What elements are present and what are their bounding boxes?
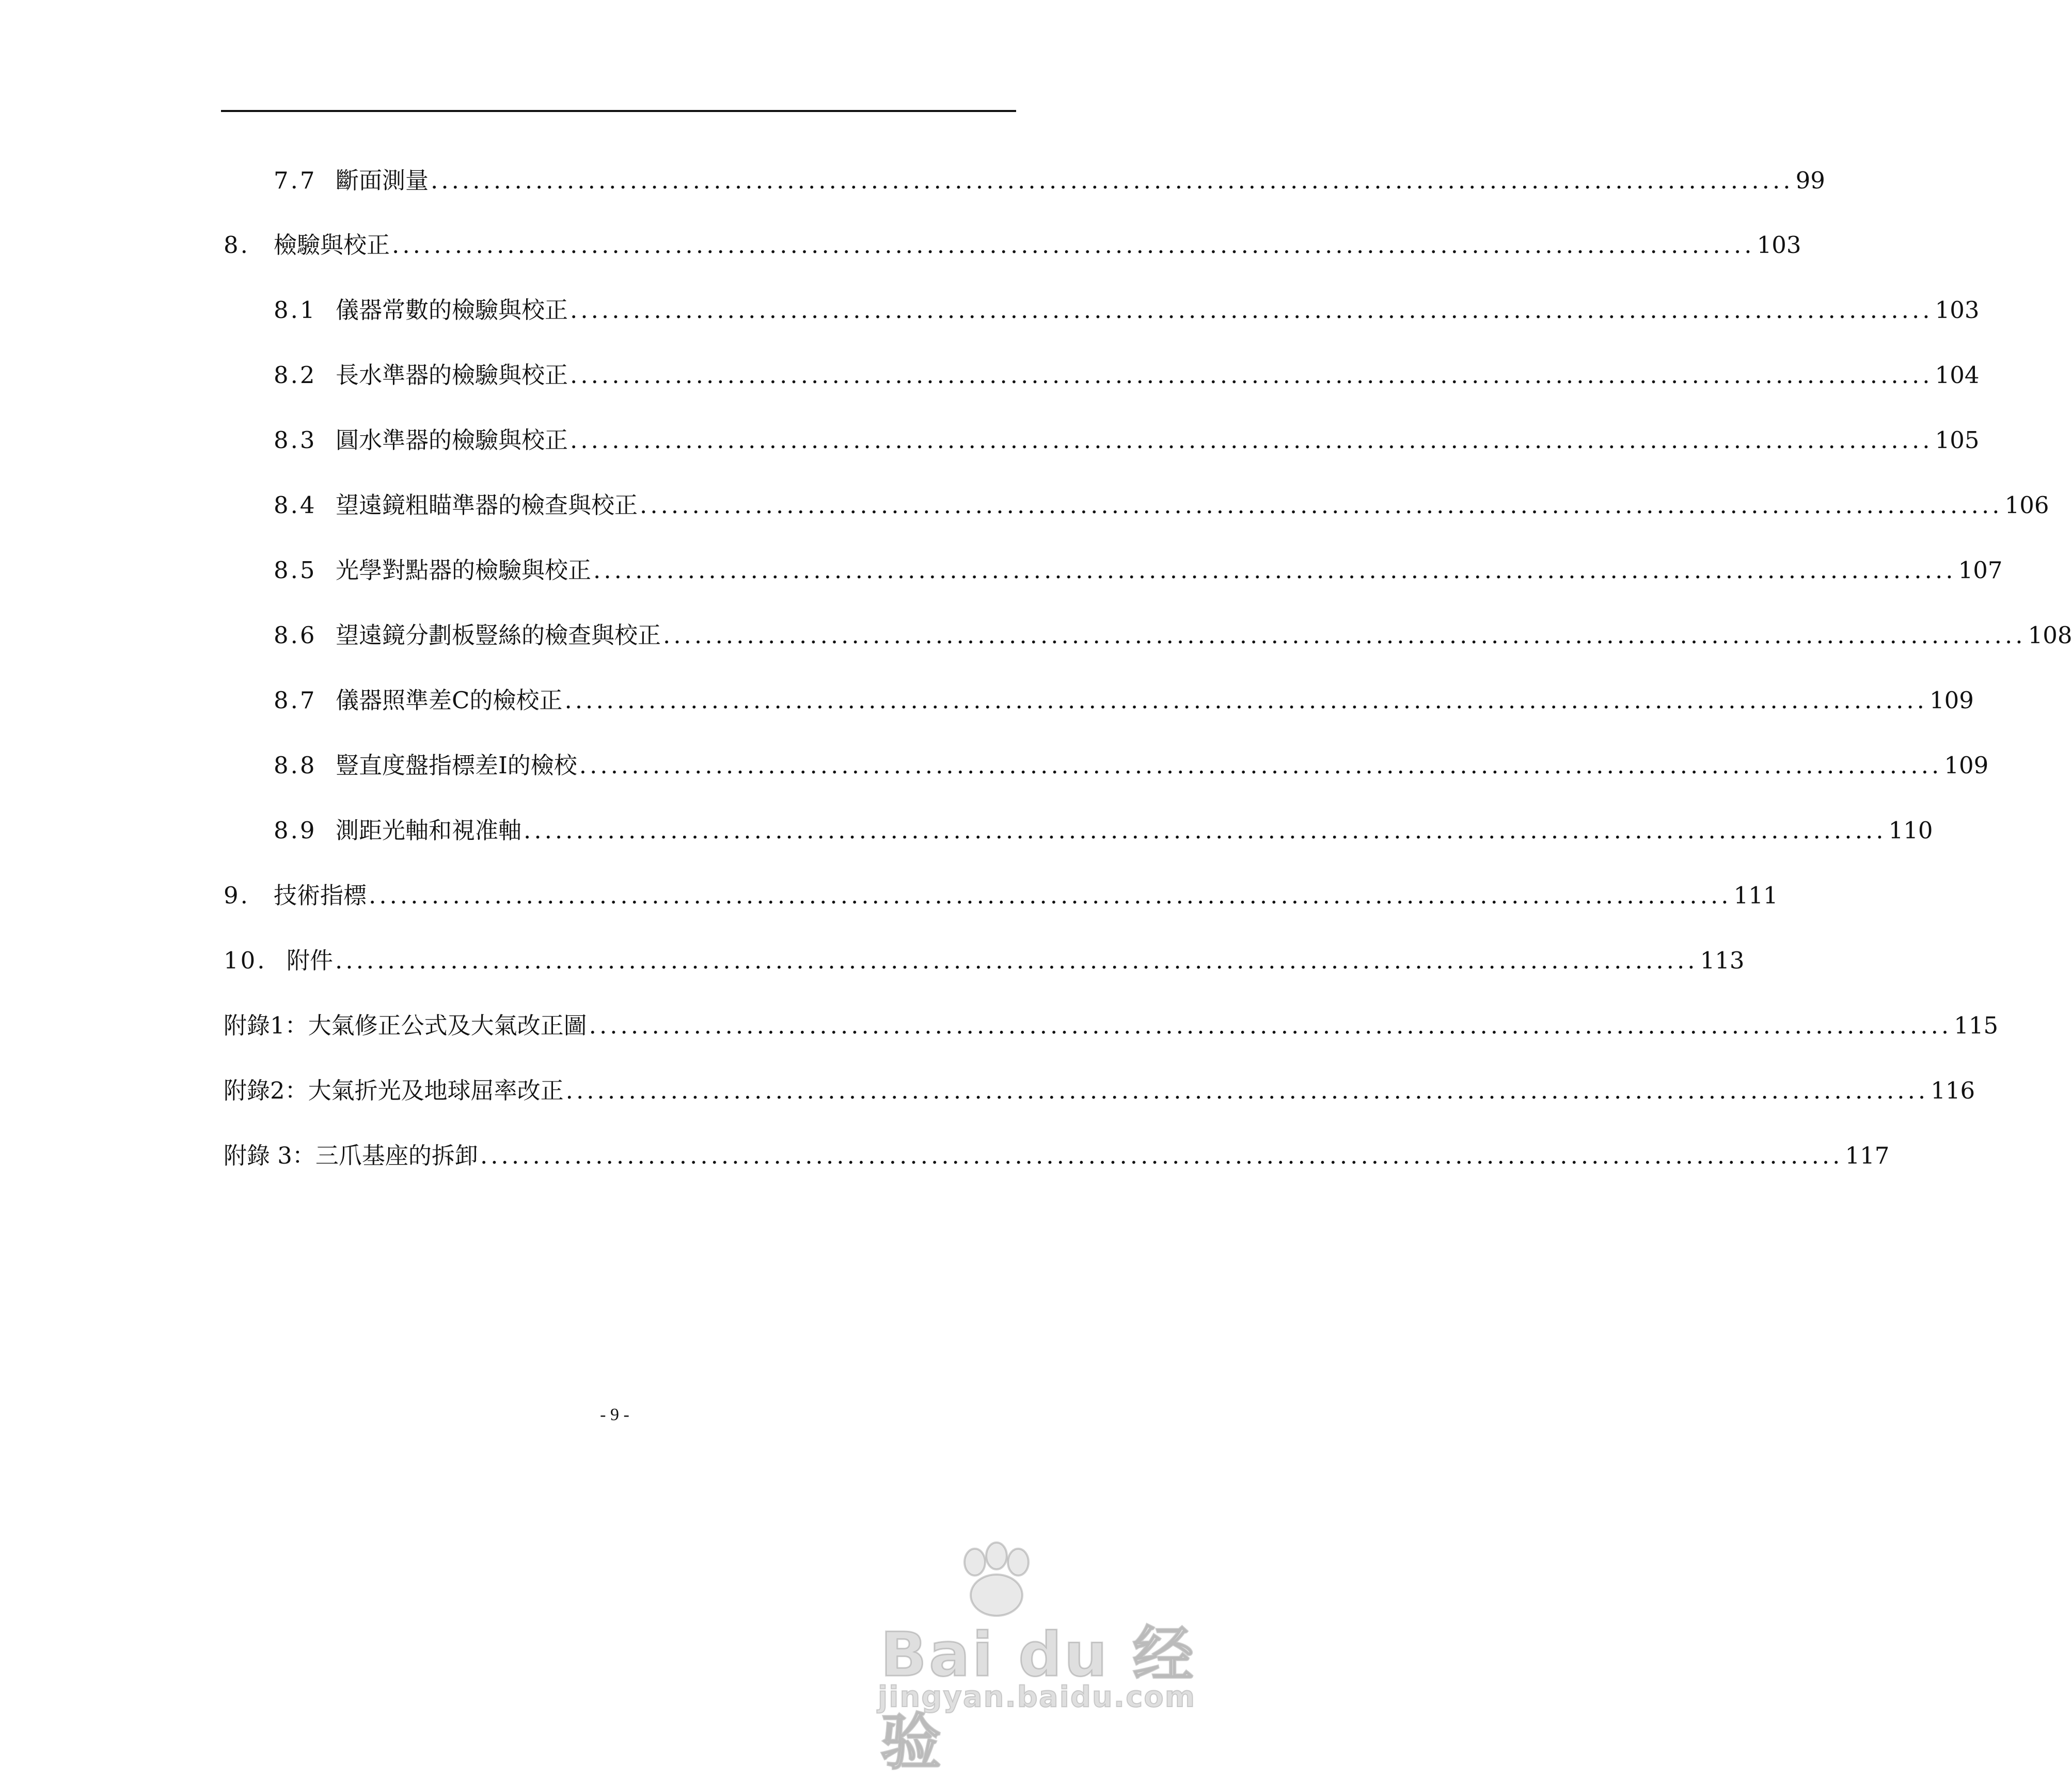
- watermark-url: jingyan.baidu.com: [878, 1680, 1196, 1714]
- toc-entry-number: 8.8: [274, 752, 317, 779]
- toc-entry-number: 8.6: [274, 622, 317, 649]
- toc-entry-title: 測距光軸和視准軸: [336, 817, 522, 844]
- toc-dot-leader: ..................................................................................................................................: [589, 1012, 1952, 1039]
- toc-entry-page: 109: [1944, 752, 1989, 779]
- page-number: - 9 -: [600, 1405, 629, 1424]
- toc-entry-number: 8.4: [274, 491, 317, 519]
- toc-entry-page: 108: [2028, 622, 2072, 649]
- toc-dot-leader: ..................................................................................................................................: [579, 752, 1942, 779]
- toc-entry[interactable]: [224, 1073, 1975, 1109]
- toc-entry-title: 儀器常數的檢驗與校正: [336, 296, 568, 324]
- toc-entry-page: 109: [1929, 687, 1974, 714]
- toc-dot-leader: ..................................................................................................................................: [335, 947, 1698, 974]
- toc-entry[interactable]: [224, 1138, 1890, 1174]
- toc-entry-title: 望遠鏡分劃板豎絲的檢查與校正: [336, 622, 661, 649]
- toc-dot-leader: ..................................................................................................................................: [640, 491, 2003, 519]
- toc-entry-page: 110: [1888, 817, 1933, 844]
- toc-entry[interactable]: [274, 682, 1974, 719]
- toc-entry-title: 斷面測量: [336, 167, 429, 194]
- toc-entry-number: 10.: [224, 947, 267, 974]
- toc-entry-page: 116: [1931, 1077, 1975, 1104]
- toc-entry-title: 附件: [287, 947, 334, 974]
- toc-dot-leader: ..................................................................................................................................: [565, 1077, 1929, 1104]
- toc-entry[interactable]: [224, 878, 1778, 914]
- toc-entry-title: 長水準器的檢驗與校正: [336, 361, 568, 389]
- toc-entry-title: 豎直度盤指標差I的檢校: [336, 752, 577, 779]
- toc-entry[interactable]: [274, 748, 1989, 784]
- toc-entry-title: 圓水準器的檢驗與校正: [336, 426, 568, 454]
- toc-dot-leader: ..................................................................................................................................: [570, 361, 1933, 389]
- toc-dot-leader: ..................................................................................................................................: [564, 687, 1927, 714]
- toc-entry[interactable]: [274, 163, 1825, 199]
- toc-entry-title: 光學對點器的檢驗與校正: [336, 556, 592, 584]
- watermark-brand: Bai du 经验: [880, 1619, 1196, 1778]
- toc-entry-title: 附錄2：大氣折光及地球屈率改正: [224, 1077, 564, 1104]
- toc-entry-page: 105: [1935, 426, 1980, 454]
- toc-entry-page: 107: [1958, 556, 2003, 584]
- toc-entry-title: 技術指標: [274, 882, 367, 909]
- toc-entry-title: 附錄1：大氣修正公式及大氣改正圖: [224, 1012, 587, 1039]
- toc-entry[interactable]: [274, 552, 2003, 589]
- toc-dot-leader: ..................................................................................................................................: [663, 622, 2026, 649]
- toc-entry-page: 117: [1845, 1142, 1890, 1169]
- toc-entry[interactable]: [274, 422, 1980, 458]
- toc-dot-leader: ..................................................................................................................................: [480, 1142, 1843, 1169]
- header-rule: [221, 110, 1016, 112]
- toc-entry-number: 8.7: [274, 687, 317, 714]
- toc-entry[interactable]: [224, 1008, 1999, 1044]
- toc-entry[interactable]: [274, 292, 1980, 328]
- toc-entry-number: 7.7: [274, 167, 317, 194]
- toc-entry[interactable]: [274, 357, 1980, 393]
- toc-entry-number: 8.: [224, 231, 250, 259]
- toc-entry-number: 8.1: [274, 296, 317, 324]
- toc-entry-number: 8.9: [274, 817, 317, 844]
- toc-entry[interactable]: [224, 227, 1801, 263]
- toc-entry-number: 8.2: [274, 361, 317, 389]
- toc-entry-title: 附錄 3：三爪基座的拆卸: [224, 1142, 478, 1169]
- toc-entry[interactable]: [274, 617, 2072, 654]
- toc-entry-page: 106: [2004, 491, 2049, 519]
- toc-dot-leader: ..................................................................................................................................: [593, 556, 1956, 584]
- toc-dot-leader: ..................................................................................................................................: [431, 167, 1794, 194]
- toc-entry-page: 111: [1733, 882, 1778, 909]
- toc-entry-number: 8.5: [274, 556, 317, 584]
- toc-dot-leader: ..................................................................................................................................: [524, 817, 1887, 844]
- toc-dot-leader: ..................................................................................................................................: [369, 882, 1732, 909]
- toc-entry-number: 9.: [224, 882, 250, 909]
- toc-entry-title: 望遠鏡粗瞄準器的檢查與校正: [336, 491, 638, 519]
- toc-entry[interactable]: [224, 943, 1745, 979]
- toc-entry[interactable]: [274, 487, 2049, 523]
- toc-entry-page: 103: [1757, 231, 1801, 259]
- toc-entry-title: 檢驗與校正: [274, 231, 390, 259]
- toc-dot-leader: ..................................................................................................................................: [392, 231, 1755, 259]
- toc-entry-page: 115: [1954, 1012, 1999, 1039]
- toc-entry-number: 8.3: [274, 426, 317, 454]
- toc-entry-title: 儀器照準差C的檢校正: [336, 687, 563, 714]
- toc-entry[interactable]: [274, 813, 1933, 849]
- toc-entry-page: 113: [1700, 947, 1745, 974]
- toc-entry-page: 104: [1935, 361, 1980, 389]
- toc-dot-leader: ..................................................................................................................................: [570, 296, 1933, 324]
- toc-entry-page: 99: [1795, 167, 1825, 194]
- toc-dot-leader: ..................................................................................................................................: [570, 426, 1933, 454]
- toc-entry-page: 103: [1935, 296, 1980, 324]
